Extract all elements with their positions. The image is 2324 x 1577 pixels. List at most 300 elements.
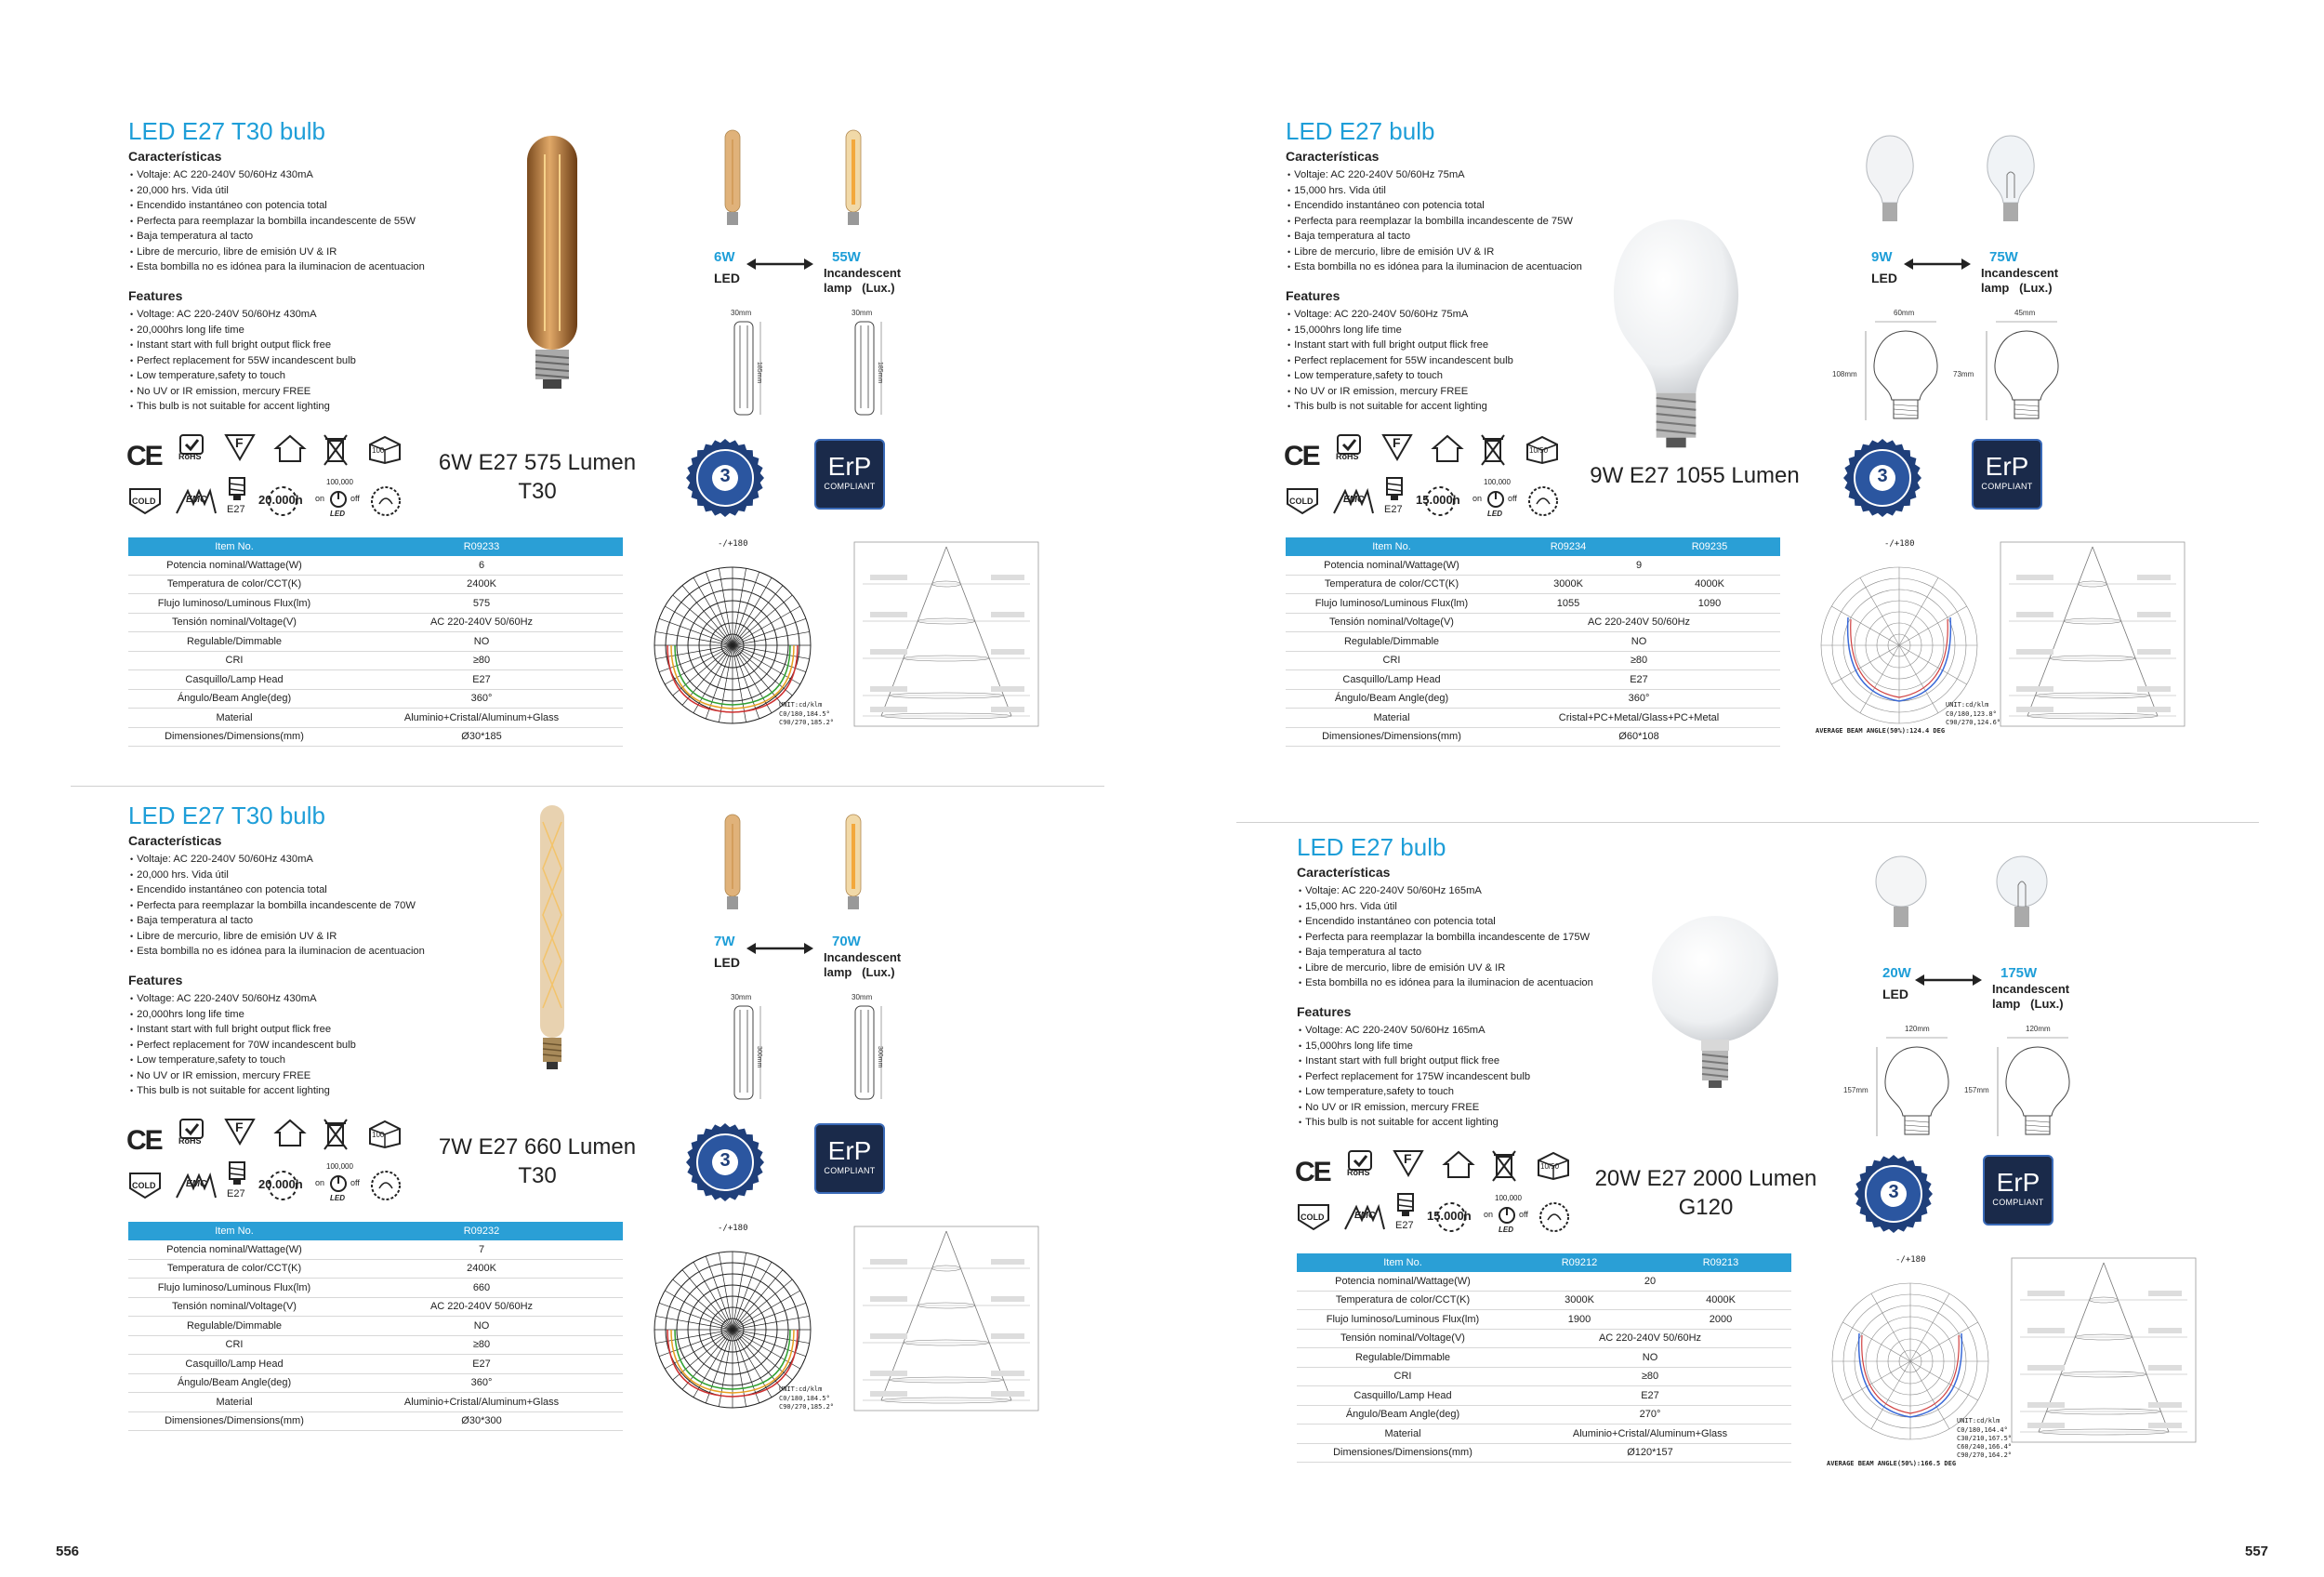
model-summary-line-2: G120 xyxy=(1678,1195,1734,1220)
rohs-icon xyxy=(177,1118,206,1154)
table-header-cell: R09213 xyxy=(1650,1253,1791,1272)
table-row xyxy=(1286,613,1780,632)
table-row xyxy=(128,613,623,632)
led-bulb-thumbnail xyxy=(705,128,760,235)
certification-icons xyxy=(126,1118,415,1211)
model-summary-line-1: 20W E27 2000 Lumen xyxy=(1594,1166,1817,1191)
feature-item: • No UV or IR emission, mercury FREE xyxy=(1299,1100,1782,1116)
caracteristica-item: • Esta bombilla no es idónea para la iluminacion de acentuacion xyxy=(1287,259,1771,275)
feature-item: • This bulb is not suitable for accent lighting xyxy=(1299,1115,1782,1131)
polar-light-distribution-diagram xyxy=(1806,539,2001,743)
table-row xyxy=(1286,709,1780,728)
emc-icon xyxy=(175,1172,218,1204)
table-cell: Regulable/Dimmable xyxy=(128,1317,340,1336)
caracteristica-item: • Baja temperatura al tacto xyxy=(1299,945,1782,961)
warranty-3-years-badge xyxy=(1855,1155,1933,1238)
polar-legend-entry: C90/270,124.6° xyxy=(1946,719,2001,726)
table-header-cell: R09234 xyxy=(1498,537,1639,556)
feature-item: • 15,000hrs long life time xyxy=(1299,1039,1782,1054)
indoor-house-icon xyxy=(273,433,307,468)
lifetime-icon xyxy=(258,1170,307,1206)
certification-icons xyxy=(1295,1149,1583,1242)
polar-legend-entry: C0/180,123.8° xyxy=(1946,710,1997,718)
table-cell: 360° xyxy=(340,1373,623,1393)
table-row xyxy=(128,1240,623,1259)
table-cell: AC 220-240V 50/60Hz xyxy=(1498,613,1780,632)
table-cell: CRI xyxy=(1286,651,1498,670)
feature-item: • This bulb is not suitable for accent lighting xyxy=(1287,399,1771,415)
table-cell: Tensión nominal/Voltage(V) xyxy=(128,1297,340,1317)
table-row xyxy=(1286,632,1780,652)
certification-icons xyxy=(126,433,415,526)
table-cell: AC 220-240V 50/60Hz xyxy=(340,613,623,632)
table-cell: E27 xyxy=(340,670,623,690)
table-cell: 1900 xyxy=(1509,1310,1650,1330)
lamp-base-label: E27 xyxy=(1384,504,1403,515)
energy-class-f-icon xyxy=(1381,433,1413,466)
table-row xyxy=(128,1317,623,1336)
feature-item: • 20,000hrs long life time xyxy=(130,323,614,338)
led-wattage: 6W xyxy=(714,249,735,265)
table-cell: NO xyxy=(340,632,623,652)
switch-led-label: LED xyxy=(330,1194,345,1202)
feature-item: • Voltage: AC 220-240V 50/60Hz 430mA xyxy=(130,307,614,323)
cold-label: COLD xyxy=(132,1181,156,1190)
feature-item: • No UV or IR emission, mercury FREE xyxy=(130,384,614,400)
table-row xyxy=(1297,1348,1791,1368)
product-photo xyxy=(1631,872,1799,1156)
product-title: LED E27 bulb xyxy=(1297,833,1446,861)
caracteristica-item: • Encendido instantáneo con potencia total xyxy=(130,198,614,214)
switch-cycles-count: 100,000 xyxy=(1484,478,1511,486)
caracteristica-item: • Libre de mercurio, libre de emisión UV & IR xyxy=(1299,961,1782,976)
polar-beam-angle-caption: AVERAGE BEAM ANGLE(50%):166.5 DEG xyxy=(1827,1460,1957,1467)
lamp-base-label: E27 xyxy=(227,1188,245,1199)
model-summary-line-1: 6W E27 575 Lumen xyxy=(438,450,637,475)
incandescent-label: Incandescent xyxy=(1981,266,2059,280)
dimension-drawing xyxy=(697,311,799,436)
table-row xyxy=(128,709,623,728)
dimension-drawing xyxy=(1964,1025,2089,1152)
feature-item: • Perfect replacement for 70W incandescent bulb xyxy=(130,1038,614,1054)
switch-cycles-icon xyxy=(315,478,360,518)
table-cell: 4000K xyxy=(1639,575,1780,594)
led-label: LED xyxy=(1882,987,1908,1001)
product-panel-p4 xyxy=(1297,833,2324,1484)
caracteristica-item: • 20,000 hrs. Vida útil xyxy=(130,868,614,883)
dimension-width-label: 30mm xyxy=(731,993,752,1001)
table-cell: 270° xyxy=(1509,1405,1791,1425)
caracteristicas-heading: Características xyxy=(1286,149,1380,164)
led-bulb-thumbnail xyxy=(1873,844,1929,951)
switch-led-label: LED xyxy=(1499,1226,1513,1234)
table-row xyxy=(128,1259,623,1279)
switch-led-label: LED xyxy=(1487,510,1502,518)
model-summary xyxy=(426,1133,649,1190)
switch-off-label: off xyxy=(350,494,360,503)
lifetime-label: 20.000h xyxy=(258,493,303,507)
caracteristicas-heading: Características xyxy=(1297,865,1391,880)
erp-compliant-badge xyxy=(1972,439,2042,510)
certification-icons xyxy=(1284,433,1572,526)
table-cell: Temperatura de color/CCT(K) xyxy=(1286,575,1498,594)
lifetime-label: 20.000h xyxy=(258,1177,303,1191)
warranty-3-years-badge xyxy=(1843,439,1921,522)
polar-legend-entry: C30/210,167.5° xyxy=(1957,1435,2013,1442)
incandescent-lux-label: lamp (Lux.) xyxy=(824,281,895,295)
weee-bin-icon xyxy=(1490,1149,1518,1187)
lifetime-label: 15.000h xyxy=(1416,493,1460,507)
emc-label: EMC xyxy=(1354,1211,1376,1221)
lamp-base-icon xyxy=(1384,476,1405,515)
table-cell: Dimensiones/Dimensions(mm) xyxy=(1286,727,1498,747)
ce-mark-icon: CE xyxy=(126,441,162,471)
incandescent-lux-label: lamp (Lux.) xyxy=(824,965,895,979)
specifications-table xyxy=(128,537,623,747)
rohs-label: RoHS xyxy=(178,452,202,461)
equivalence-arrow-icon xyxy=(746,257,813,276)
table-row xyxy=(1297,1367,1791,1386)
polar-top-label: -/+180 xyxy=(1895,1255,1926,1265)
feature-item: • Instant start with full bright output flick free xyxy=(1287,338,1771,353)
warranty-years: 3 xyxy=(720,1150,731,1171)
table-cell: Ángulo/Beam Angle(deg) xyxy=(128,1373,340,1393)
table-row xyxy=(1286,575,1780,594)
feature-item: • No UV or IR emission, mercury FREE xyxy=(130,1068,614,1084)
equivalence-arrow-icon xyxy=(1915,973,1982,992)
erp-compliant-badge xyxy=(1983,1155,2053,1226)
switch-led-label: LED xyxy=(330,510,345,518)
package-box-icon xyxy=(366,1118,403,1154)
lamp-base-icon xyxy=(227,1160,247,1199)
dimension-width-label: 120mm xyxy=(1905,1025,1930,1033)
rohs-icon xyxy=(1345,1149,1375,1186)
table-cell: 3000K xyxy=(1498,575,1639,594)
table-row xyxy=(1297,1291,1791,1310)
table-row xyxy=(1297,1386,1791,1406)
table-cell: Dimensiones/Dimensions(mm) xyxy=(128,727,340,747)
caracteristica-item: • Perfecta para reemplazar la bombilla incandescente de 70W xyxy=(130,898,614,914)
beam-cone-illuminance-diagram xyxy=(853,1226,1039,1425)
led-bulb-thumbnail xyxy=(1862,128,1918,235)
warm-light-icon xyxy=(368,484,403,523)
table-cell: 360° xyxy=(340,689,623,709)
table-cell: Flujo luminoso/Luminous Flux(lm) xyxy=(1286,594,1498,614)
caracteristica-item: • Voltaje: AC 220-240V 50/60Hz 165mA xyxy=(1299,883,1782,899)
caracteristicas-heading: Características xyxy=(128,833,222,848)
table-cell: 7 xyxy=(340,1240,623,1259)
incandescent-wattage: 70W xyxy=(832,934,861,949)
table-cell: Ángulo/Beam Angle(deg) xyxy=(1297,1405,1509,1425)
dimension-drawing xyxy=(1953,309,2078,436)
indoor-house-icon xyxy=(1431,433,1464,468)
product-photo xyxy=(1602,190,1750,492)
table-cell: 9 xyxy=(1498,556,1780,575)
weee-bin-icon xyxy=(322,433,350,471)
emc-label: EMC xyxy=(186,1179,207,1189)
dimension-drawing xyxy=(818,311,920,436)
caracteristica-item: • Esta bombilla no es idónea para la iluminacion de acentuacion xyxy=(130,259,614,275)
feature-item: • Low temperature,safety to touch xyxy=(1287,368,1771,384)
table-cell: Material xyxy=(1297,1425,1509,1444)
erp-label: ErP xyxy=(1985,452,2029,481)
lamp-base-icon xyxy=(227,476,247,515)
table-cell: CRI xyxy=(1297,1367,1509,1386)
table-cell: Regulable/Dimmable xyxy=(1286,632,1498,652)
dimension-height-label: 73mm xyxy=(1953,370,1974,378)
table-cell: ≥80 xyxy=(1509,1367,1791,1386)
caracteristica-item: • Esta bombilla no es idónea para la iluminacion de acentuacion xyxy=(1299,975,1782,991)
table-row xyxy=(1297,1443,1791,1463)
table-cell: CRI xyxy=(128,1335,340,1355)
table-cell: 6 xyxy=(340,556,623,575)
feature-item: • Low temperature,safety to touch xyxy=(130,1053,614,1068)
feature-item: • 20,000hrs long life time xyxy=(130,1007,614,1023)
rohs-label: RoHS xyxy=(1336,452,1359,461)
switch-cycles-icon xyxy=(1472,478,1517,518)
table-cell: Ø30*300 xyxy=(340,1411,623,1431)
table-cell: AC 220-240V 50/60Hz xyxy=(1509,1329,1791,1348)
table-cell: Ø30*185 xyxy=(340,727,623,747)
table-cell: 4000K xyxy=(1650,1291,1791,1310)
table-header-row xyxy=(128,537,623,556)
switch-on-label: on xyxy=(315,494,325,503)
page-number-right: 557 xyxy=(2245,1544,2269,1559)
weee-bin-icon xyxy=(322,1118,350,1156)
model-summary xyxy=(1583,461,1806,490)
table-row xyxy=(128,1297,623,1317)
box-quantity-label: 100 xyxy=(372,446,385,455)
feature-item: • Instant start with full bright output flick free xyxy=(130,338,614,353)
polar-top-label: -/+180 xyxy=(718,539,748,549)
switch-on-label: on xyxy=(315,1178,325,1187)
table-cell: E27 xyxy=(340,1355,623,1374)
rohs-icon xyxy=(1334,433,1364,470)
cold-temperature-icon xyxy=(1295,1201,1332,1236)
table-cell: Tensión nominal/Voltage(V) xyxy=(128,613,340,632)
box-quantity-label: 10/50 xyxy=(1540,1162,1560,1171)
feature-item: • Voltage: AC 220-240V 50/60Hz 430mA xyxy=(130,991,614,1007)
led-label: LED xyxy=(1871,271,1897,285)
beam-cone-illuminance-diagram xyxy=(853,541,1039,741)
caracteristica-item: • Baja temperatura al tacto xyxy=(1287,229,1771,245)
polar-legend-entry: C0/180,164.4° xyxy=(1957,1426,2008,1434)
switch-on-label: on xyxy=(1472,494,1483,503)
polar-top-label: -/+180 xyxy=(1884,539,1915,549)
incandescent-label: Incandescent xyxy=(824,950,902,964)
switch-off-label: off xyxy=(1519,1210,1528,1219)
led-wattage: 7W xyxy=(714,934,735,949)
page-number-left: 556 xyxy=(56,1544,80,1559)
table-row xyxy=(1286,670,1780,690)
table-header-row xyxy=(1286,537,1780,556)
switch-cycles-count: 100,000 xyxy=(326,478,353,486)
caracteristica-item: • Voltaje: AC 220-240V 50/60Hz 430mA xyxy=(130,167,614,183)
dimension-height-label: 108mm xyxy=(1832,370,1857,378)
table-cell: 2400K xyxy=(340,1259,623,1279)
product-title: LED E27 T30 bulb xyxy=(128,117,325,145)
table-cell: 2400K xyxy=(340,575,623,594)
dimension-height-label: 157mm xyxy=(1964,1086,1989,1094)
incandescent-bulb-thumbnail xyxy=(1983,128,2039,235)
warm-light-icon xyxy=(368,1168,403,1208)
table-cell: Ángulo/Beam Angle(deg) xyxy=(1286,689,1498,709)
led-label: LED xyxy=(714,955,740,970)
product-photo xyxy=(487,126,617,410)
warranty-3-years-badge xyxy=(686,439,764,522)
table-row xyxy=(128,575,623,594)
table-cell: E27 xyxy=(1498,670,1780,690)
erp-compliant-label: COMPLIANT xyxy=(1981,482,2033,491)
rohs-label: RoHS xyxy=(178,1136,202,1146)
feature-item: • This bulb is not suitable for accent lighting xyxy=(130,1083,614,1099)
feature-item: • Perfect replacement for 55W incandescent bulb xyxy=(130,353,614,369)
lamp-base-label: E27 xyxy=(227,504,245,515)
table-cell: Potencia nominal/Wattage(W) xyxy=(128,556,340,575)
specifications-table xyxy=(128,1222,623,1431)
table-row xyxy=(128,1335,623,1355)
table-cell: ≥80 xyxy=(1498,651,1780,670)
table-cell: 575 xyxy=(340,594,623,614)
table-row xyxy=(1297,1405,1791,1425)
feature-item: • Voltage: AC 220-240V 50/60Hz 165mA xyxy=(1299,1023,1782,1039)
feature-item: • Voltage: AC 220-240V 50/60Hz 75mA xyxy=(1287,307,1771,323)
package-box-icon xyxy=(1535,1149,1572,1186)
table-cell: Cristal+PC+Metal/Glass+PC+Metal xyxy=(1498,709,1780,728)
box-quantity-label: 10/50 xyxy=(1529,446,1549,455)
dimension-drawing xyxy=(818,995,920,1120)
erp-label: ErP xyxy=(827,1136,872,1165)
emc-icon xyxy=(1332,487,1375,520)
product-title: LED E27 bulb xyxy=(1286,117,1435,145)
lamp-base-label: E27 xyxy=(1395,1220,1414,1231)
switch-cycles-icon xyxy=(1484,1194,1528,1234)
right-page-divider xyxy=(1236,822,2259,823)
caracteristica-item: • Voltaje: AC 220-240V 50/60Hz 430mA xyxy=(130,852,614,868)
beam-cone-illuminance-diagram xyxy=(2011,1257,2197,1457)
switch-cycles-icon xyxy=(315,1162,360,1202)
feature-item: • Perfect replacement for 175W incandescent bulb xyxy=(1299,1069,1782,1085)
model-summary-line-1: 9W E27 1055 Lumen xyxy=(1590,463,1800,488)
cold-temperature-icon xyxy=(126,1170,164,1204)
rohs-icon xyxy=(177,433,206,470)
table-cell: Material xyxy=(128,1393,340,1412)
table-cell: ≥80 xyxy=(340,651,623,670)
incandescent-bulb-thumbnail xyxy=(825,128,881,235)
dimension-width-label: 60mm xyxy=(1894,309,1915,317)
box-quantity-label: 100 xyxy=(372,1131,385,1139)
incandescent-bulb-thumbnail xyxy=(825,813,881,920)
table-cell: Casquillo/Lamp Head xyxy=(1297,1386,1509,1406)
table-cell: 1090 xyxy=(1639,594,1780,614)
caracteristica-item: • Voltaje: AC 220-240V 50/60Hz 75mA xyxy=(1287,167,1771,183)
product-photo xyxy=(487,803,617,1087)
model-summary xyxy=(1594,1164,1817,1222)
cold-temperature-icon xyxy=(1284,485,1321,520)
table-cell: Regulable/Dimmable xyxy=(1297,1348,1509,1368)
table-cell: ≥80 xyxy=(340,1335,623,1355)
dimension-width-label: 45mm xyxy=(2014,309,2036,317)
polar-unit-label: UNIT:cd/klm xyxy=(779,1385,823,1393)
led-wattage: 20W xyxy=(1882,965,1911,981)
incandescent-label: Incandescent xyxy=(824,266,902,280)
switch-cycles-count: 100,000 xyxy=(326,1162,353,1171)
table-cell: Ø60*108 xyxy=(1498,727,1780,747)
led-bulb-thumbnail xyxy=(705,813,760,920)
table-header-cell: R09235 xyxy=(1639,537,1780,556)
caracteristica-item: • 15,000 hrs. Vida útil xyxy=(1287,183,1771,199)
feature-item: • 15,000hrs long life time xyxy=(1287,323,1771,338)
table-cell: Aluminio+Cristal/Aluminum+Glass xyxy=(340,1393,623,1412)
warranty-years: 3 xyxy=(1877,466,1888,486)
table-row xyxy=(128,632,623,652)
switch-cycles-count: 100,000 xyxy=(1495,1194,1522,1202)
dimension-width-label: 30mm xyxy=(852,309,873,317)
left-page-divider xyxy=(71,786,1104,787)
polar-beam-angle-caption: AVERAGE BEAM ANGLE(50%):124.4 DEG xyxy=(1816,727,1946,735)
equivalence-arrow-icon xyxy=(746,941,813,961)
table-cell: 20 xyxy=(1509,1272,1791,1291)
erp-label: ErP xyxy=(1996,1168,2040,1197)
polar-legend-entry: C90/270,164.2° xyxy=(1957,1451,2013,1459)
table-cell: Ø120*157 xyxy=(1509,1443,1791,1463)
table-cell: Tensión nominal/Voltage(V) xyxy=(1297,1329,1509,1348)
features-heading: Features xyxy=(1297,1004,1352,1019)
caracteristica-item: • Baja temperatura al tacto xyxy=(130,229,614,245)
emc-label: EMC xyxy=(1343,495,1365,505)
incandescent-lux-label: lamp (Lux.) xyxy=(1992,997,2064,1011)
product-panel-p2 xyxy=(128,802,1160,1452)
energy-class-label: F xyxy=(1404,1151,1412,1166)
lifetime-label: 15.000h xyxy=(1427,1209,1472,1223)
table-cell: NO xyxy=(1509,1348,1791,1368)
table-header-cell: R09232 xyxy=(340,1222,623,1240)
table-header-row xyxy=(1297,1253,1791,1272)
switch-off-label: off xyxy=(1508,494,1517,503)
features-heading: Features xyxy=(128,288,183,303)
caracteristica-item: • Encendido instantáneo con potencia total xyxy=(130,882,614,898)
product-panel-p1 xyxy=(128,117,1160,768)
polar-top-label: -/+180 xyxy=(718,1224,748,1233)
table-cell: Potencia nominal/Wattage(W) xyxy=(1286,556,1498,575)
caracteristicas-heading: Características xyxy=(128,149,222,164)
polar-legend-entry: C90/270,185.2° xyxy=(779,719,835,726)
indoor-house-icon xyxy=(1442,1149,1475,1184)
table-cell: NO xyxy=(340,1317,623,1336)
table-row xyxy=(128,651,623,670)
table-header-cell: R09233 xyxy=(340,537,623,556)
polar-unit-label: UNIT:cd/klm xyxy=(1946,701,1989,709)
cold-label: COLD xyxy=(132,497,156,506)
dimension-height-label: 185mm xyxy=(877,362,883,384)
warranty-years: 3 xyxy=(1888,1182,1899,1202)
table-cell: 1055 xyxy=(1498,594,1639,614)
table-row xyxy=(128,689,623,709)
table-row xyxy=(1297,1272,1791,1291)
features-heading: Features xyxy=(1286,288,1340,303)
feature-item: • Instant start with full bright output flick free xyxy=(1299,1054,1782,1069)
table-cell: AC 220-240V 50/60Hz xyxy=(340,1297,623,1317)
table-cell: 2000 xyxy=(1650,1310,1791,1330)
switch-on-label: on xyxy=(1484,1210,1494,1219)
polar-light-distribution-diagram xyxy=(640,1224,835,1427)
switch-off-label: off xyxy=(350,1178,360,1187)
product-title: LED E27 T30 bulb xyxy=(128,802,325,829)
table-cell: Casquillo/Lamp Head xyxy=(128,1355,340,1374)
erp-compliant-badge xyxy=(814,1123,885,1194)
table-row xyxy=(128,1373,623,1393)
warranty-3-years-badge xyxy=(686,1123,764,1206)
